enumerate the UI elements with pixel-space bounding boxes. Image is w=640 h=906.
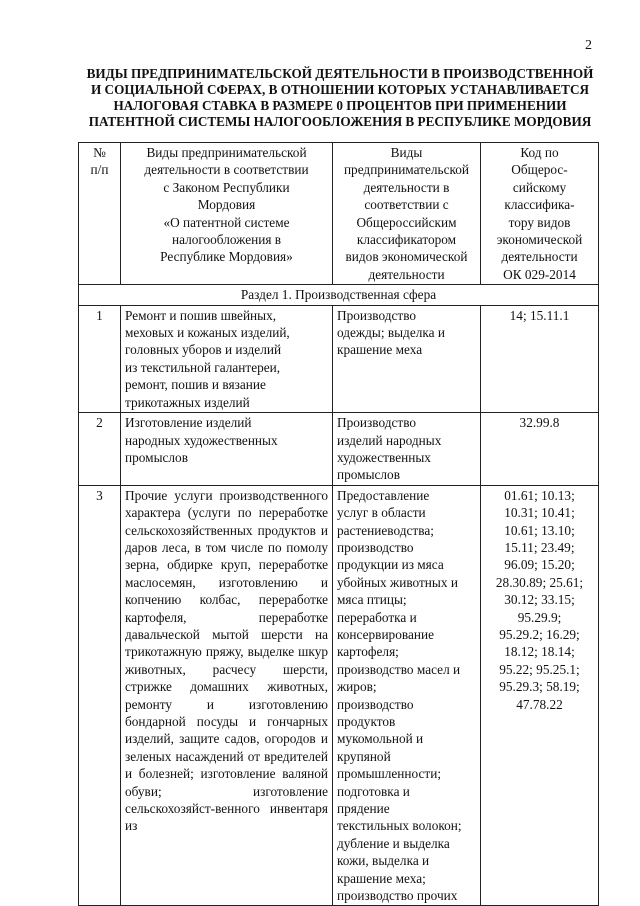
title-line: И СОЦИАЛЬНОЙ СФЕРАХ, В ОТНОШЕНИИ КОТОРЫХ УСТАНАВЛИВАЕТСЯ: [91, 82, 589, 97]
row-activity-law: Ремонт и пошив швейных, меховых и кожаных изделий, головных уборов и изделий из текстильной галантереи, ремонт, пошив и вязание трикотажных изделий: [121, 305, 333, 412]
section-title: Раздел 1. Производственная сфера: [79, 285, 599, 305]
row-code: 32.99.8: [481, 413, 599, 486]
table-header-row: [79, 143, 599, 285]
title-line: ВИДЫ ПРЕДПРИНИМАТЕЛЬСКОЙ ДЕЯТЕЛЬНОСТИ В ПРОИЗВОДСТВЕННОЙ: [86, 66, 594, 81]
table-row: [79, 413, 599, 486]
row-num: 1: [79, 305, 121, 412]
title-line: ПАТЕНТНОЙ СИСТЕМЫ НАЛОГООБЛОЖЕНИЯ В РЕСПУБЛИКЕ МОРДОВИЯ: [88, 114, 592, 129]
row-num: 2: [79, 413, 121, 486]
row-code: 14; 15.11.1: [481, 305, 599, 412]
document-title: [80, 66, 600, 130]
row-num: 3: [79, 485, 121, 906]
title-line: НАЛОГОВАЯ СТАВКА В РАЗМЕРЕ 0 ПРОЦЕНТОВ ПРИ ПРИМЕНЕНИИ: [113, 98, 567, 113]
header-activity-okved: Виды предпринимательской деятельности в соответствии с Общероссийским классификатором видов экономической деятельности: [333, 143, 481, 285]
row-code: 01.61; 10.13; 10.31; 10.41; 10.61; 13.10; 15.11; 23.49; 96.09; 15.20; 28.30.89; 25.61; 30.12; 33.15; 95.29.9; 95.29.2; 16.29; 18.12; 18.14; 95.22; 95.25.1; 95.29.3; 58.19; 47.78.22: [481, 485, 599, 906]
row-activity-okved: Производство одежды; выделка и крашение меха: [333, 305, 481, 412]
table-row: [79, 485, 599, 906]
row-activity-okved: Предоставление услуг в области растениеводства; производство продукции из мяса убойных животных и мяса птицы; переработка и консервирование картофеля; производство масел и жиров; производство продуктов мукомольной и крупяной промышленности; подготовка и прядение текстильных волокон; дубление и выделка кожи, выделка и крашение меха; производство прочих: [333, 485, 481, 906]
activities-table: [78, 142, 599, 906]
table-row: [79, 305, 599, 412]
row-activity-okved: Производство изделий народных художественных промыслов: [333, 413, 481, 486]
header-num: № п/п: [79, 143, 121, 285]
header-code: Код по Общерос- сийскому классифика- тору видов экономической деятельности ОК 029-2014: [481, 143, 599, 285]
row-activity-law: Изготовление изделий народных художественных промыслов: [121, 413, 333, 486]
section-row: [79, 285, 599, 305]
row-activity-law: Прочие услуги производственного характера (услуги по переработке сельскохозяйственных продуктов и даров леса, в том числе по помолу зерна, обдирке круп, переработке маслосемян, изготовлению и копчению колбас, переработке картофеля, переработке давальческой мытой шерсти на трикотажную пряжу, выделке шкур животных, расчесу шерсти, стрижке домашних животных, ремонту и изготовлению бондарной посуды и гончарных изделий, защите садов, огородов и зеленых насаждений от вредителей и болезней; изготовление валяной обуви; изготовление сельскохозяйст-венного инвентаря из: [121, 485, 333, 906]
header-activity-law: Виды предпринимательской деятельности в соответствии с Законом Республики Мордовия «О патентной системе налогообложения в Республике Мордовия»: [121, 143, 333, 285]
page-number: 2: [585, 38, 592, 53]
